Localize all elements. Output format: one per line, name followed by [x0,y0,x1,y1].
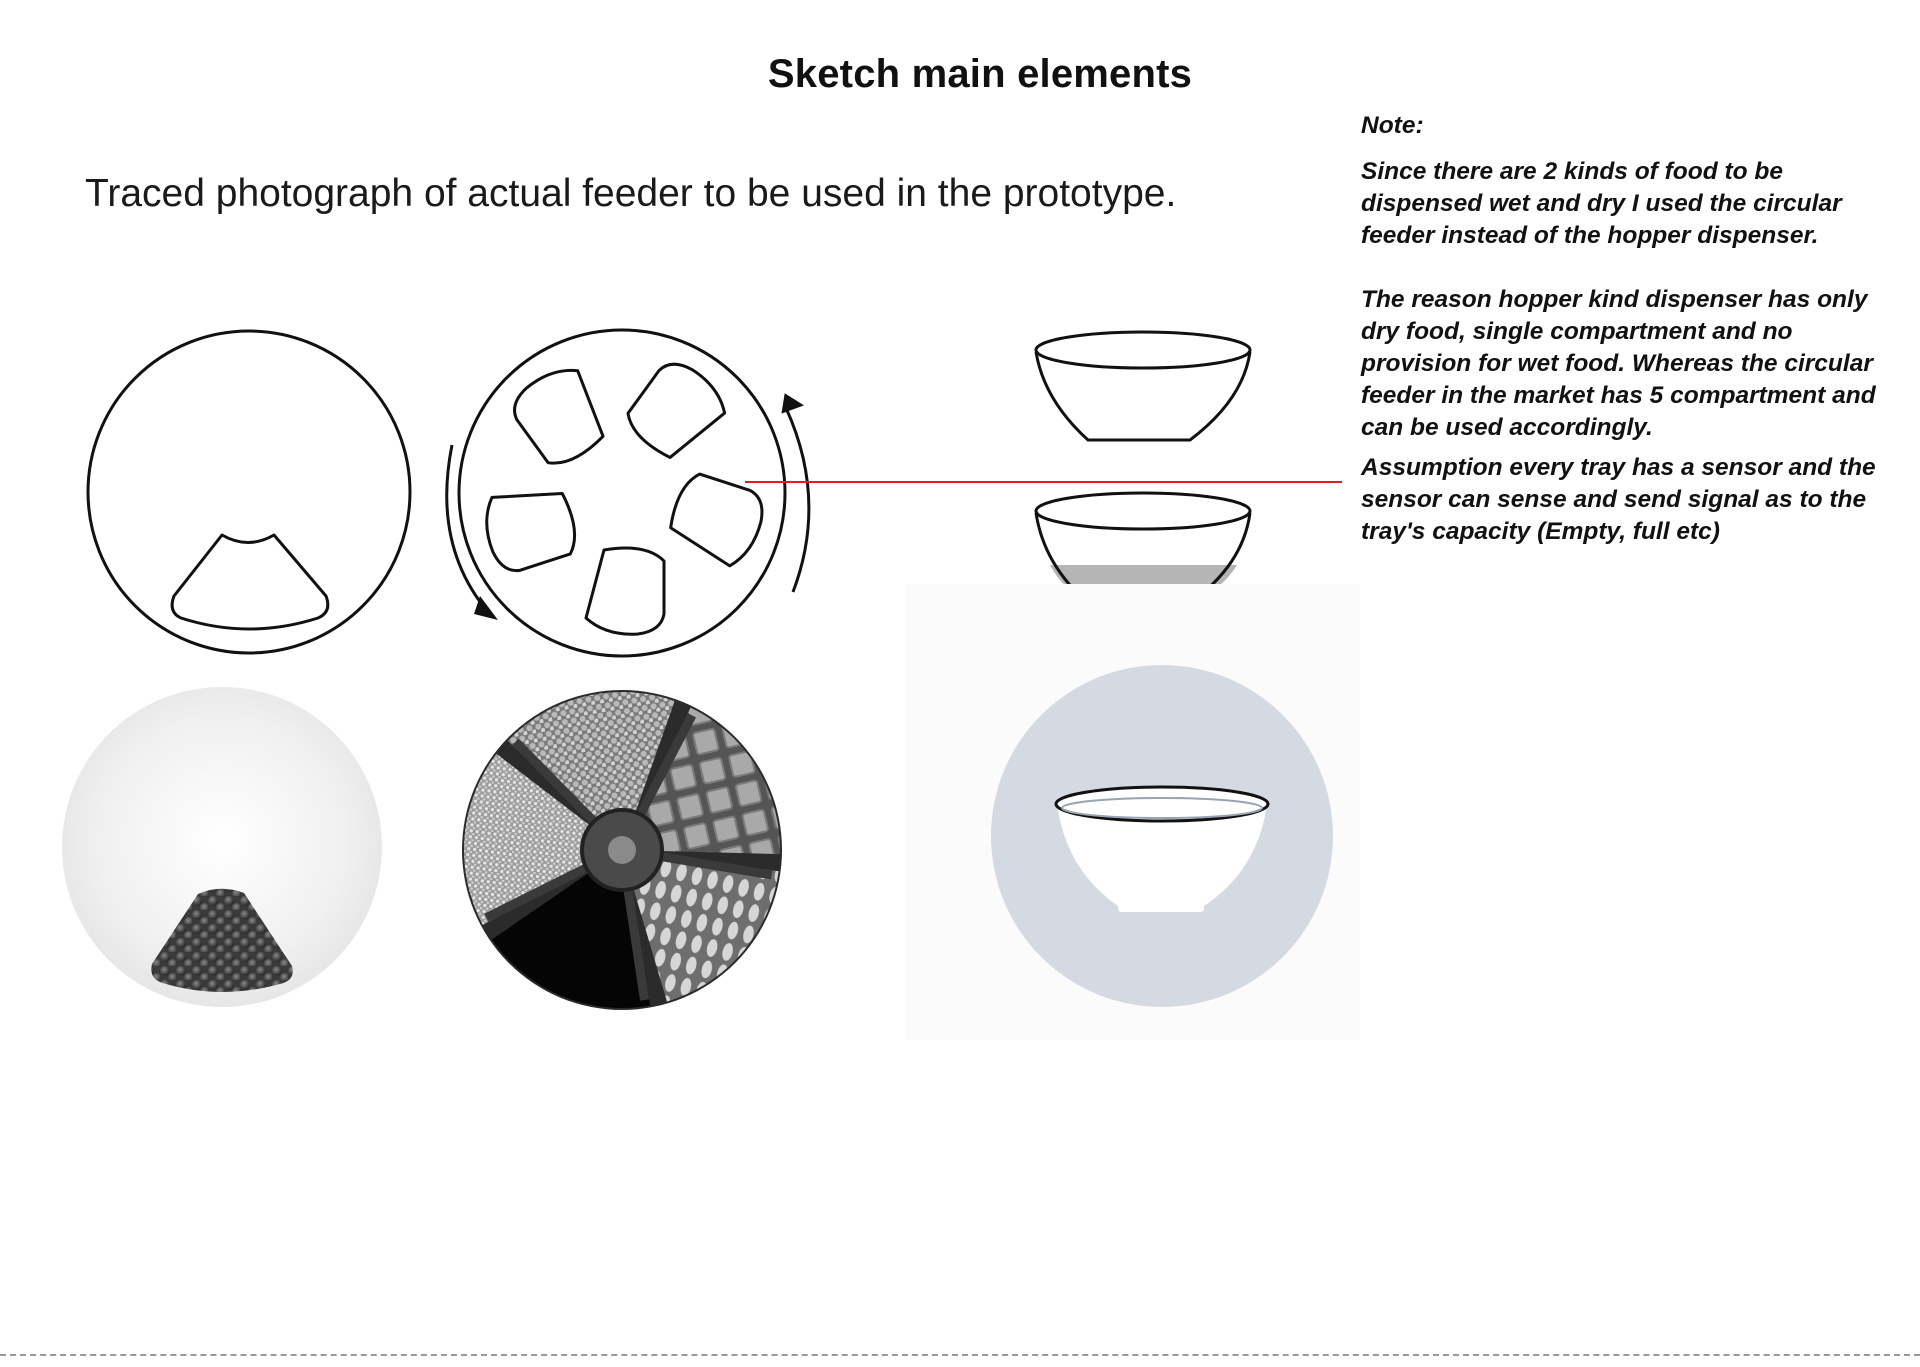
hopper-dispense-slot [172,535,328,629]
feeder-compartment-3 [663,470,769,571]
note-paragraph-hopper-comparison: The reason hopper kind dispenser has only dry food, single compartment and no provision for wet food. Whereas the circular feeder in the market has 5 compartment and can be used accordingly. [1361,286,1876,441]
page-cut-line [0,1354,1920,1356]
circular-feeder-photo [452,680,802,1034]
rotation-arrow-left [447,445,488,612]
hopper-feeder-sketch [88,331,410,653]
rotation-arrowhead-right-icon [775,388,804,413]
feeder-compartment-2 [620,354,734,470]
feeder-compartment-5 [477,476,583,577]
circular-feeder-sketch [447,330,809,656]
rotation-arrow-right [786,408,809,592]
notes-heading: Note: [1361,112,1424,139]
bowl-photo [905,584,1360,1040]
feeder-compartment-1 [505,358,619,474]
feeder-compartment-4 [586,548,664,634]
page-subtitle: Traced photograph of actual feeder to be used in the prototype. [85,172,1177,215]
note-assumption-sensor: Assumption every tray has a sensor and the sensor can sense and send signal as to the tray's capacity (Empty, full etc) [1361,454,1876,545]
empty-bowl-sketch [1036,332,1250,440]
hopper-feeder-photo [62,687,382,1007]
note-paragraph-feeder-choice: Since there are 2 kinds of food to be dispensed wet and dry I used the circular feeder instead of the hopper dispenser. [1361,158,1842,249]
page-title: Sketch main elements [767,52,1193,96]
